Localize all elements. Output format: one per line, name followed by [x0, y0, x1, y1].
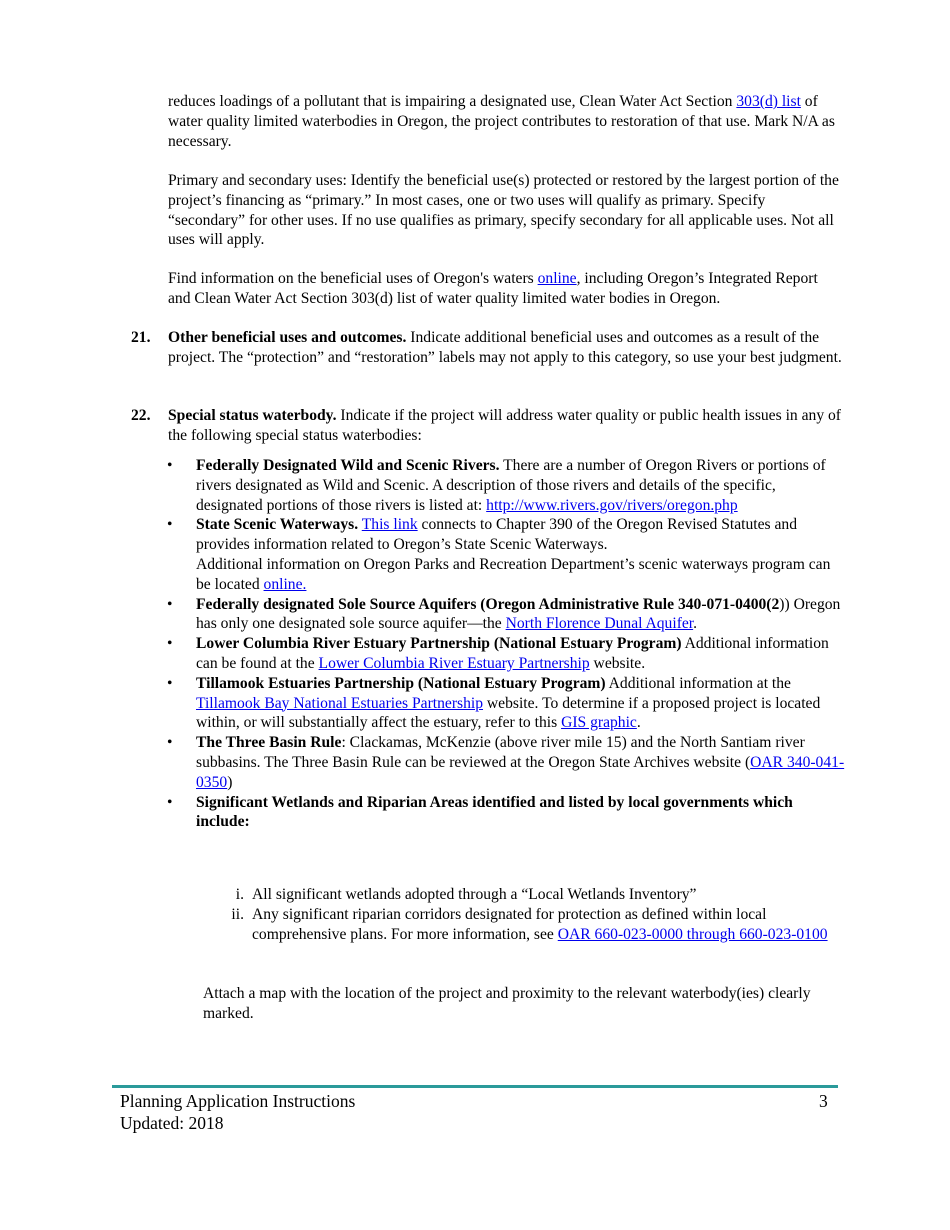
link-scenic-waterways-online[interactable]: online. [263, 575, 307, 593]
list-item-wild-scenic-rivers: • Federally Designated Wild and Scenic Rivers. There are a number of Oregon Rivers or portions of rivers designated as Wild and Scenic. A description of those rivers and details of the specific, designated portions of those rivers is listed at: http://www.rivers.gov/rivers/oregon.php [167, 457, 826, 514]
footer-left [120, 1090, 355, 1134]
footer-rule [112, 1085, 838, 1088]
bullet-icon: • [167, 457, 173, 474]
item-21-number: 21. [131, 329, 151, 346]
list-item-significant-wetlands: • Significant Wetlands and Riparian Areas identified and listed by local governments which include: [167, 793, 793, 831]
bullet-icon: • [167, 793, 173, 811]
bullet-icon: • [167, 674, 173, 692]
paragraph-find-information: Find information on the beneficial uses of Oregon's waters online, including Oregon’s Integrated Report and Clean Water Act Section 303(d) list of water quality limited water bodies in Oregon. [168, 270, 818, 307]
item-22-text: Special status waterbody. Indicate if the project will address water quality or public health issues in any of the following special status waterbodies: [168, 407, 841, 444]
roman-numeral: ii. [231, 905, 244, 923]
bullet-icon: • [167, 595, 173, 613]
link-north-florence-dunal-aquifer[interactable]: North Florence Dunal Aquifer [505, 615, 694, 633]
link-this-link-chapter-390[interactable]: This link [361, 516, 418, 534]
link-oar-340-041-0350[interactable]: OAR 340-041-0350 [196, 753, 845, 791]
paragraph-primary-secondary: Primary and secondary uses: Identify the beneficial use(s) protected or restored by the largest portion of the project’s financing as “primary.” In most cases, one or two uses will qualify as primary. Specify “secondary” for other uses. If no use qualifies as primary, specify secondary for all applicable uses. Not all uses will apply. [168, 172, 839, 249]
link-lower-columbia-estuary-partnership[interactable]: Lower Columbia River Estuary Partnership [318, 654, 590, 672]
special-status-waterbody-list [167, 456, 846, 832]
item-22-title: Special status waterbody. [168, 407, 337, 424]
link-tillamook-bay-partnership[interactable]: Tillamook Bay National Estuaries Partnership [196, 694, 484, 712]
sublist-item-riparian-corridors: ii. Any significant riparian corridors designated for protection as defined within local comprehensive plans. For more information, see OAR 660-023-0000 through 660-023-0100 [231, 905, 828, 943]
bullet-icon: • [167, 635, 173, 653]
list-item-tillamook-estuaries: • Tillamook Estuaries Partnership (National Estuary Program) Additional information at the Tillamook Bay National Estuaries Partnership website. To determine if a proposed project is located within, or will substantially affect the estuary, refer to this GIS graphic. [167, 674, 821, 732]
wetlands-sublist [231, 885, 842, 944]
list-item-three-basin-rule: • The Three Basin Rule: Clackamas, McKenzie (above river mile 15) and the North Santiam river subbasins. The Three Basin Rule can be reviewed at the Oregon State Archives website (OAR 340-041-0350) [167, 734, 845, 791]
item-22-number: 22. [131, 407, 151, 424]
bullet-icon: • [167, 734, 173, 752]
link-oar-660-023[interactable]: OAR 660-023-0000 through 660-023-0100 [557, 925, 828, 943]
footer-title: Planning Application Instructions [120, 1091, 356, 1111]
item-21-title: Other beneficial uses and outcomes. [168, 329, 407, 346]
link-gis-graphic[interactable]: GIS graphic [561, 714, 637, 732]
list-item-sole-source-aquifers: • Federally designated Sole Source Aquifers (Oregon Administrative Rule 340-071-0400(2)) Oregon has only one designated sole source aquifer—the North Florence Dunal Aquifer. [167, 595, 841, 633]
link-beneficial-uses-online[interactable]: online [537, 270, 577, 287]
roman-numeral: i. [235, 886, 244, 903]
list-item-state-scenic-waterways: • State Scenic Waterways. This link connects to Chapter 390 of the Oregon Revised Statutes and provides information related to Oregon’s State Scenic Waterways. Additional information on Oregon Parks and Recreation Department’s scenic waterways program can be located online. [167, 516, 831, 593]
list-item-lower-columbia-estuary: • Lower Columbia River Estuary Partnership (National Estuary Program) Additional information can be found at the Lower Columbia River Estuary Partnership website. [167, 635, 829, 672]
link-303d-list[interactable]: 303(d) list [736, 93, 801, 110]
link-rivers-gov-oregon[interactable]: http://www.rivers.gov/rivers/oregon.php [486, 496, 738, 514]
item-21-text: Other beneficial uses and outcomes. Indicate additional beneficial uses and outcomes as a result of the project. The “protection” and “restoration” labels may not apply to this category, so use your best judgment. [168, 329, 842, 366]
page-number: 3 [819, 1091, 828, 1111]
paragraph-designated-use: reduces loadings of a pollutant that is impairing a designated use, Clean Water Act Section 303(d) list of water quality limited waterbodies in Oregon, the project contributes to restoration of that use. Mark N/A as necessary. [168, 93, 835, 150]
bullet-icon: • [167, 516, 173, 534]
footer-updated: Updated: 2018 [120, 1113, 224, 1133]
attach-map-note: Attach a map with the location of the project and proximity to the relevant waterbody(ies) clearly marked. [203, 985, 811, 1022]
sublist-item-local-wetlands-inventory: i. All significant wetlands adopted through a “Local Wetlands Inventory” [235, 886, 697, 903]
